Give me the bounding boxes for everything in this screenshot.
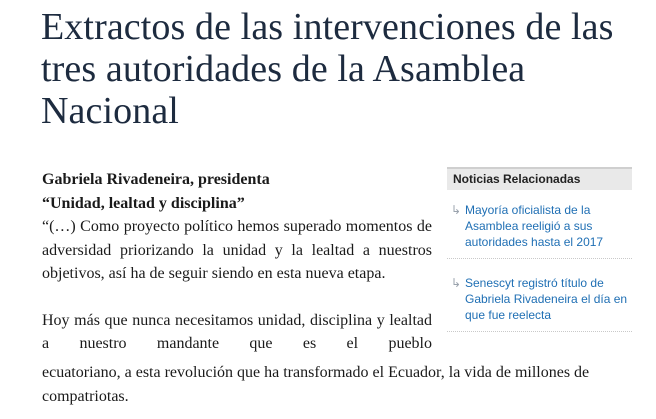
article-body	[42, 168, 432, 356]
paragraph-2-end: ecuatoriano, a esta revolución que ha transformado el Ecuador, la vida de millones de compatriotas.	[42, 364, 590, 405]
paragraph-gap	[42, 286, 432, 309]
related-link-2[interactable]: Senescyt registró título de Gabriela Rivadeneira el día en que fue reelecta	[465, 276, 628, 322]
paragraph-2-start: Hoy más que nunca necesitamos unidad, disciplina y lealtad a nuestro mandante que es el pueblo	[42, 311, 432, 352]
related-link-1[interactable]: Mayoría oficialista de la Asamblea reeligió a sus autoridades hasta el 2017	[465, 203, 604, 249]
related-news-box	[447, 167, 632, 332]
quote-title: “Unidad, lealtad y disciplina”	[42, 194, 245, 212]
related-news-header: Noticias Relacionadas	[447, 167, 632, 190]
arrow-icon: ↳	[451, 203, 462, 217]
paragraph-1: “(…) Como proyecto político hemos superado momentos de adversidad priorizando la unidad y la lealtad a nuestros objetivos, así ha de seguir siendo en esta nueva etapa.	[42, 218, 432, 282]
arrow-icon: ↳	[451, 276, 462, 290]
speaker-name: Gabriela Rivadeneira, presidenta	[42, 171, 270, 188]
related-item-1[interactable]	[447, 190, 632, 259]
related-item-2[interactable]	[447, 259, 632, 332]
article-headline: Extractos de las intervenciones de las tres autoridades de la Asamblea Nacional	[41, 6, 614, 132]
